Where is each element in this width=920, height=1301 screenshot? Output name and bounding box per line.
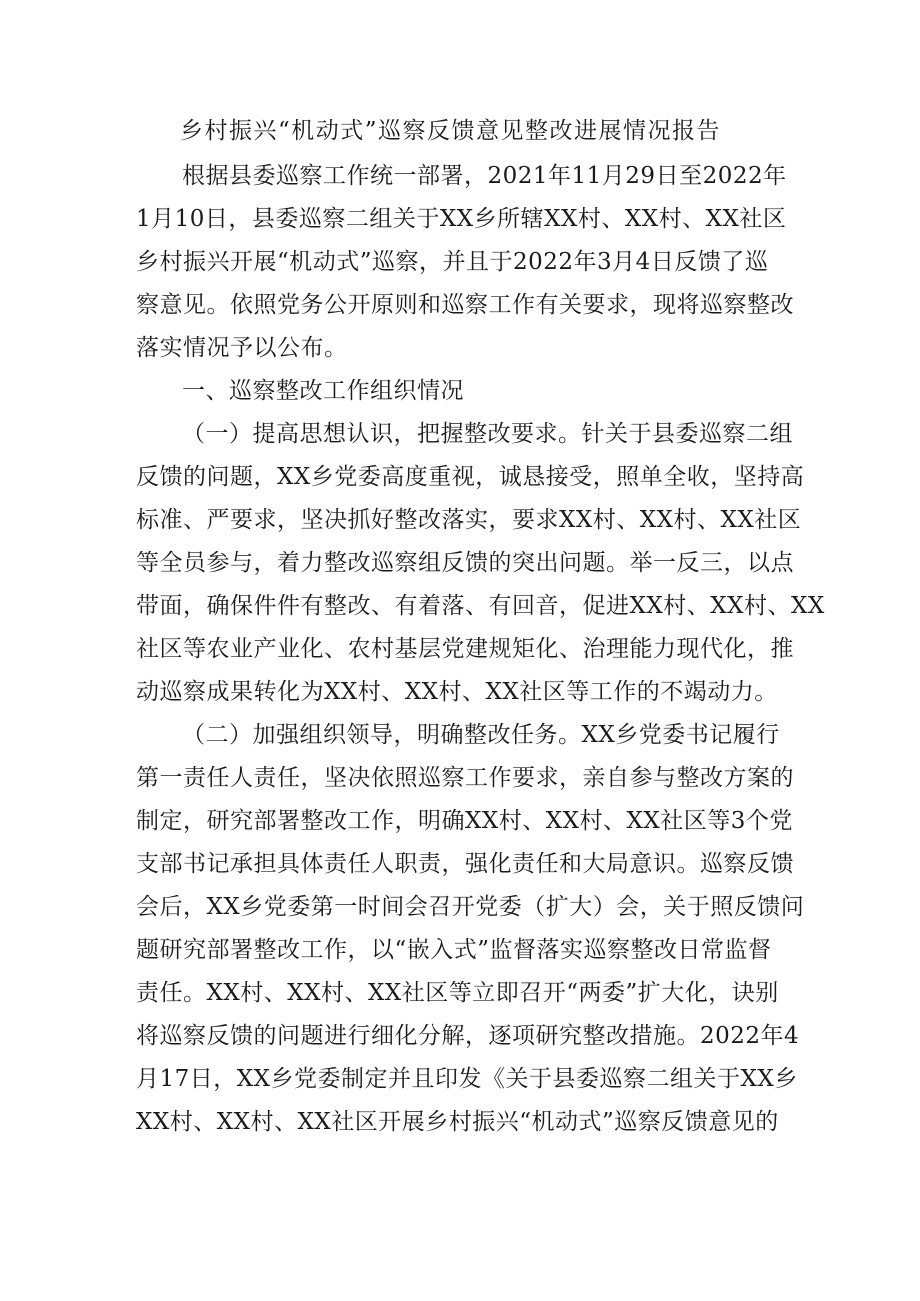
body-line: 题研究部署整改工作，以“嵌入式”监督落实巡察整改日常监督 — [136, 937, 772, 963]
body-line: XX村、XX村、XX社区开展乡村振兴“机动式”巡察反馈意见的 — [136, 1109, 779, 1135]
body-line: 支部书记承担具体责任人职责，强化责任和大局意识。巡察反馈 — [136, 851, 794, 877]
body-line: 月17日，XX乡党委制定并且印发《关于县委巡察二组关于XX乡 — [136, 1066, 798, 1092]
body-line: 乡村振兴开展“机动式”巡察，并且于2022年3月4日反馈了巡 — [136, 249, 769, 275]
body-line: 标准、严要求，坚决抓好整改落实，要求XX村、XX村、XX社区 — [136, 507, 802, 533]
body-line: 察意见。依照党务公开原则和巡察工作有关要求，现将巡察整改 — [136, 292, 794, 318]
body-line: 根据县委巡察工作统一部署，2021年11月29日至2022年 — [182, 163, 787, 189]
body-line: 责任。XX村、XX村、XX社区等立即召开“两委”扩大化，诀别 — [136, 980, 779, 1006]
body-line: 第一责任人责任，坚决依照巡察工作要求，亲自参与整改方案的 — [136, 765, 794, 791]
document-title: 乡村振兴“机动式”巡察反馈意见整改进展情况报告 — [180, 118, 722, 144]
body-line: 制定，研究部署整改工作，明确XX村、XX村、XX社区等3个党 — [136, 808, 793, 834]
body-line: 社区等农业产业化、农村基层党建规矩化、治理能力现代化，推 — [136, 636, 794, 662]
body-line: 带面，确保件件有整改、有着落、有回音，促进XX村、XX村、XX — [136, 593, 825, 619]
body-line: （二）加强组织领导，明确整改任务。XX乡党委书记履行 — [182, 722, 780, 748]
section-heading: 一、巡察整改工作组织情况 — [182, 378, 464, 404]
body-line: 将巡察反馈的问题进行细化分解，逐项研究整改措施。2022年4 — [136, 1023, 800, 1049]
body-line: 落实情况予以公布。 — [136, 335, 348, 361]
body-line: 会后，XX乡党委第一时间会召开党委（扩大）会，关于照反馈问 — [136, 894, 805, 920]
body-line: （一）提高思想认识，把握整改要求。针关于县委巡察二组 — [182, 421, 793, 447]
body-line: 1月10日，县委巡察二组关于XX乡所辖XX村、XX村、XX社区 — [136, 206, 787, 232]
body-line: 等全员参与，着力整改巡察组反馈的突出问题。举一反三，以点 — [136, 550, 794, 576]
body-line: 反馈的问题，XX乡党委高度重视，诚恳接受，照单全收，坚持高 — [136, 464, 805, 490]
body-line: 动巡察成果转化为XX村、XX村、XX社区等工作的不竭动力。 — [136, 679, 778, 705]
